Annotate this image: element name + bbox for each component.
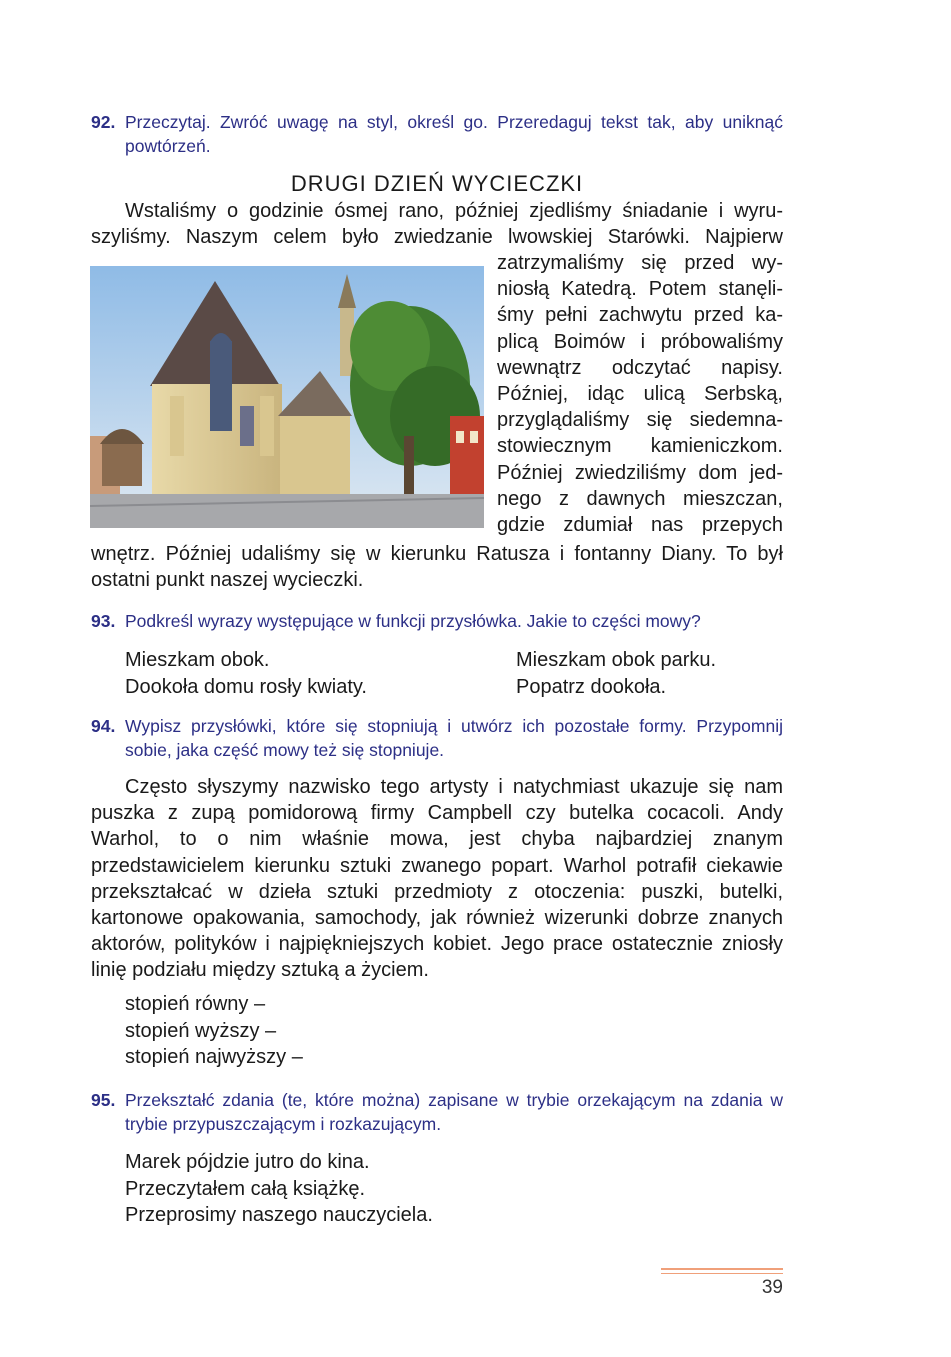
sentence: Popatrz dookoła. (516, 675, 667, 698)
footer-rule (661, 1268, 783, 1270)
story-line: wewnątrz odczytać napisy. (497, 356, 783, 379)
form-line: stopień najwyższy – (125, 1046, 303, 1068)
story-intro (91, 198, 783, 250)
exercise-number: 94. (91, 716, 116, 736)
story-line: przyglądaliśmy się siedemna- (497, 409, 783, 432)
story-title: DRUGI DZIEŃ WYCIECZKI (290, 171, 584, 196)
story-line: szyliśmy. Naszym celem było zwiedzanie lwowskiej Starówki. Najpierw (91, 226, 783, 249)
example-sentences (125, 647, 785, 700)
exercise-92-header (91, 110, 783, 158)
story-line: zatrzymaliśmy się przed wy- (497, 252, 783, 274)
exercise-instruction: Podkreśl wyrazy występujące w funkcji przysłówka. Jakie to części mowy? (125, 611, 701, 631)
cathedral-photo (90, 266, 484, 528)
story-line: wnętrz. Później udaliśmy się w kierunku Ratusza i fontanny Diany. To był (91, 543, 783, 565)
story-line: ostatni punkt naszej wycieczki. (91, 569, 364, 592)
story-wrap-column (497, 250, 783, 538)
exercise-number: 95. (91, 1090, 116, 1110)
sentence: Przeprosimy naszego nauczyciela. (125, 1204, 433, 1226)
form-line: stopień wyższy – (125, 1019, 277, 1042)
story-line: stowiecznym kamieniczkom. (497, 435, 783, 458)
story-line: plicą Boimów i próbowaliśmy (497, 330, 783, 353)
sentence: Mieszkam obok. (125, 649, 270, 671)
exercise-95-header (91, 1088, 783, 1136)
sentence-row (125, 674, 785, 701)
exercise-instruction: Przekształć zdania (te, które można) zapisane w trybie orzekającym na zdania w trybie przypuszczającym i rozkazującym. (125, 1090, 783, 1134)
sentence-row (125, 647, 785, 674)
story-ending (91, 541, 783, 593)
exercise-94-header (91, 714, 783, 762)
sentence: Mieszkam obok parku. (516, 649, 717, 671)
exercise-94-text (91, 774, 783, 984)
warhol-paragraph: Często słyszymy nazwisko tego artysty i natychmiast ukazuje się nam puszka z zupą pomidorową firmy Campbell czy butelka cocacoli. Andy Warhol, to o nim właśnie mowa, jest chyba najbardziej znanym przedstawicielem kierunku sztuki zwanego popart. Warhol potrafił ciekawie przekształcać w dzieła sztuki przedmioty z otoczenia: puszki, butelki, kartonowe opakowania, samochody, jak również wizerunki dobrze znanych aktorów, polityków i najpiękniejszych kobiet. Jego prace ostatecznie zniosły linię podziału między sztuką a życiem. (91, 776, 783, 982)
exercise-number: 92. (91, 112, 116, 132)
story-line: śmy pełni zachwytu przed ka- (497, 304, 783, 327)
sentence: Przeczytałem całą książkę. (125, 1177, 366, 1200)
exercise-instruction: Wypisz przysłówki, które się stopniują i utwórz ich pozostałe formy. Przypomnij sobie, jaka część mowy też się stopniuje. (125, 716, 783, 760)
cathedral-illustration (90, 266, 484, 528)
form-line: stopień równy – (125, 993, 266, 1015)
exercise-number: 93. (91, 611, 116, 631)
story-line: Wstaliśmy o godzinie ósmej rano, później zjedliśmy śniadanie i wyru- (125, 200, 783, 222)
page-number: 39 (761, 1277, 783, 1298)
sentence: Dookoła domu rosły kwiaty. (125, 675, 367, 698)
exercise-95-sentences (125, 1149, 433, 1229)
exercise-93-header (91, 609, 783, 633)
footer-rule (661, 1273, 783, 1274)
story-line: niosłą Katedrą. Potem stanęli- (497, 278, 783, 301)
exercise-instruction: Przeczytaj. Zwróć uwagę na styl, określ go. Przeredaguj tekst tak, aby uniknąć powtórzeń. (125, 112, 783, 156)
story-line: nego z dawnych mieszczan, (497, 487, 783, 510)
story-line: Później zwiedziliśmy dom jed- (497, 461, 783, 484)
story-line: Później, idąc ulicą Serbską, (497, 383, 783, 406)
comparison-forms (125, 991, 303, 1071)
story-line: gdzie zdumiał nas przepych (497, 514, 783, 537)
sentence: Marek pójdzie jutro do kina. (125, 1151, 370, 1173)
